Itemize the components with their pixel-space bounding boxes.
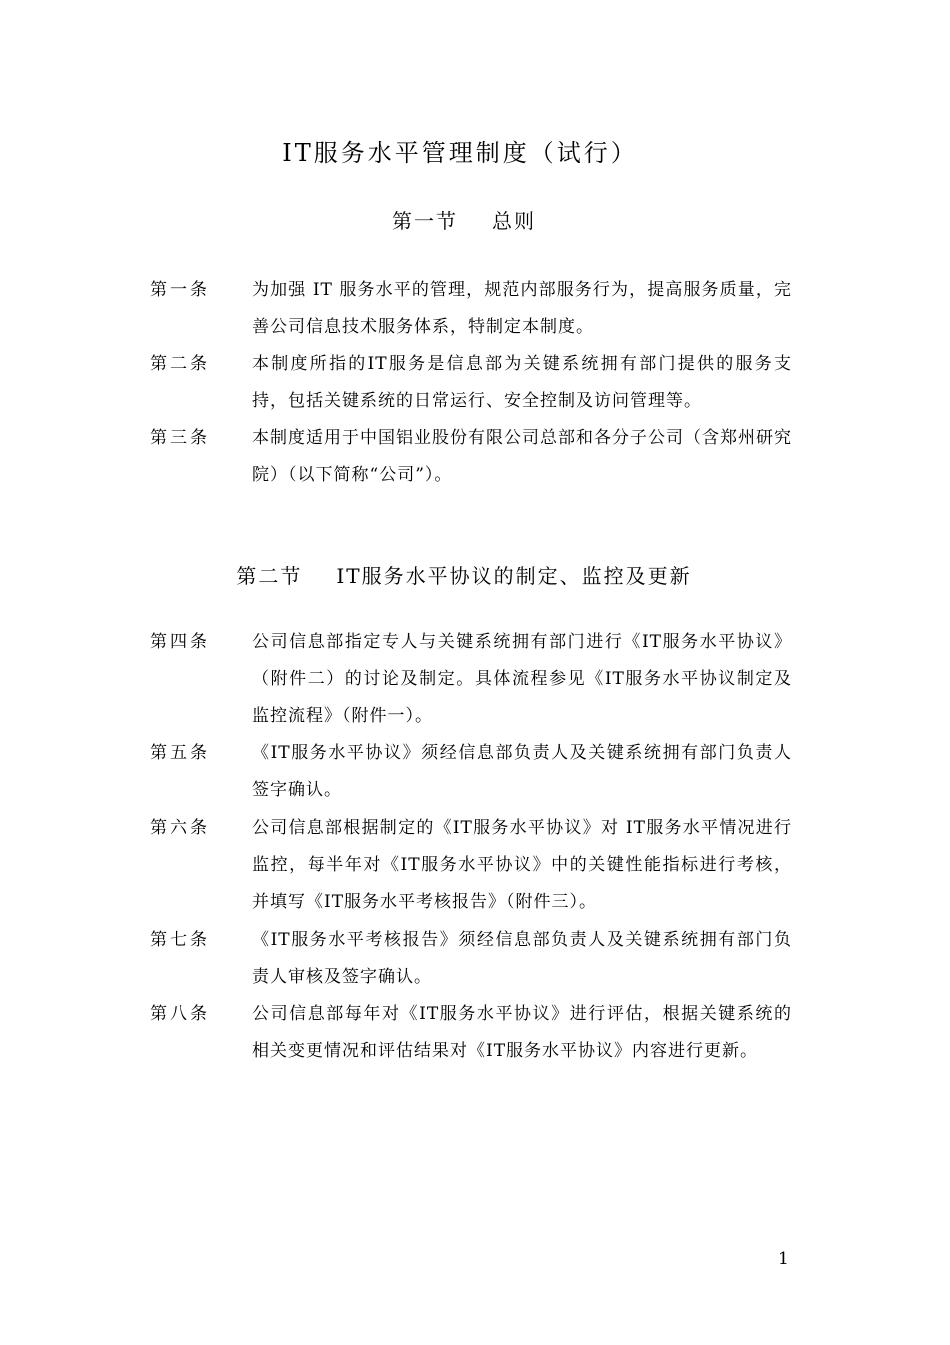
article-3 bbox=[150, 420, 800, 494]
section-number: 第二节 bbox=[236, 564, 303, 588]
article-text: 《IT服务水平协议》须经信息部负责人及关键系统拥有部门负责人签字确认。 bbox=[252, 743, 792, 800]
article-6 bbox=[150, 810, 800, 921]
article-label: 第七条 bbox=[150, 930, 210, 950]
article-text: 公司信息部指定专人与关键系统拥有部门进行《IT服务水平协议》（附件二）的讨论及制定。具体流程参见《IT服务水平协议制定及监控流程》（附件一）。 bbox=[252, 632, 792, 726]
article-label: 第一条 bbox=[150, 280, 210, 300]
section-number: 第一节 bbox=[392, 209, 458, 233]
article-5 bbox=[150, 735, 800, 809]
article-1 bbox=[150, 272, 800, 346]
article-2 bbox=[150, 346, 800, 420]
article-label: 第四条 bbox=[150, 632, 210, 652]
section-heading-2 bbox=[0, 560, 928, 589]
section-title: 总则 bbox=[492, 209, 536, 233]
section-heading-1 bbox=[0, 205, 928, 234]
article-label: 第三条 bbox=[150, 428, 210, 448]
article-text: 公司信息部每年对《IT服务水平协议》进行评估，根据关键系统的相关变更情况和评估结果对《IT服务水平协议》内容进行更新。 bbox=[252, 1004, 792, 1061]
article-7 bbox=[150, 922, 800, 996]
section-title: IT服务水平协议的制定、监控及更新 bbox=[336, 564, 692, 588]
article-label: 第二条 bbox=[150, 354, 210, 374]
page-number: 1 bbox=[778, 1249, 789, 1269]
article-label: 第六条 bbox=[150, 818, 210, 838]
article-label: 第五条 bbox=[150, 743, 210, 763]
article-label: 第八条 bbox=[150, 1004, 210, 1024]
article-text: 为加强 IT 服务水平的管理，规范内部服务行为，提高服务质量，完善公司信息技术服务体系，特制定本制度。 bbox=[252, 280, 792, 337]
article-8 bbox=[150, 996, 800, 1070]
document-title: IT服务水平管理制度（试行） bbox=[282, 139, 638, 167]
article-text: 公司信息部根据制定的《IT服务水平协议》对 IT服务水平情况进行监控，每半年对《IT服务水平协议》中的关键性能指标进行考核，并填写《IT服务水平考核报告》（附件三）。 bbox=[252, 818, 792, 912]
article-text: 《IT服务水平考核报告》须经信息部负责人及关键系统拥有部门负责人审核及签字确认。 bbox=[252, 930, 792, 987]
article-text: 本制度适用于中国铝业股份有限公司总部和各分子公司（含郑州研究院）（以下简称“公司”）。 bbox=[252, 428, 792, 485]
article-4 bbox=[150, 624, 800, 735]
article-text: 本制度所指的IT服务是信息部为关键系统拥有部门提供的服务支持，包括关键系统的日常运行、安全控制及访问管理等。 bbox=[252, 354, 792, 411]
